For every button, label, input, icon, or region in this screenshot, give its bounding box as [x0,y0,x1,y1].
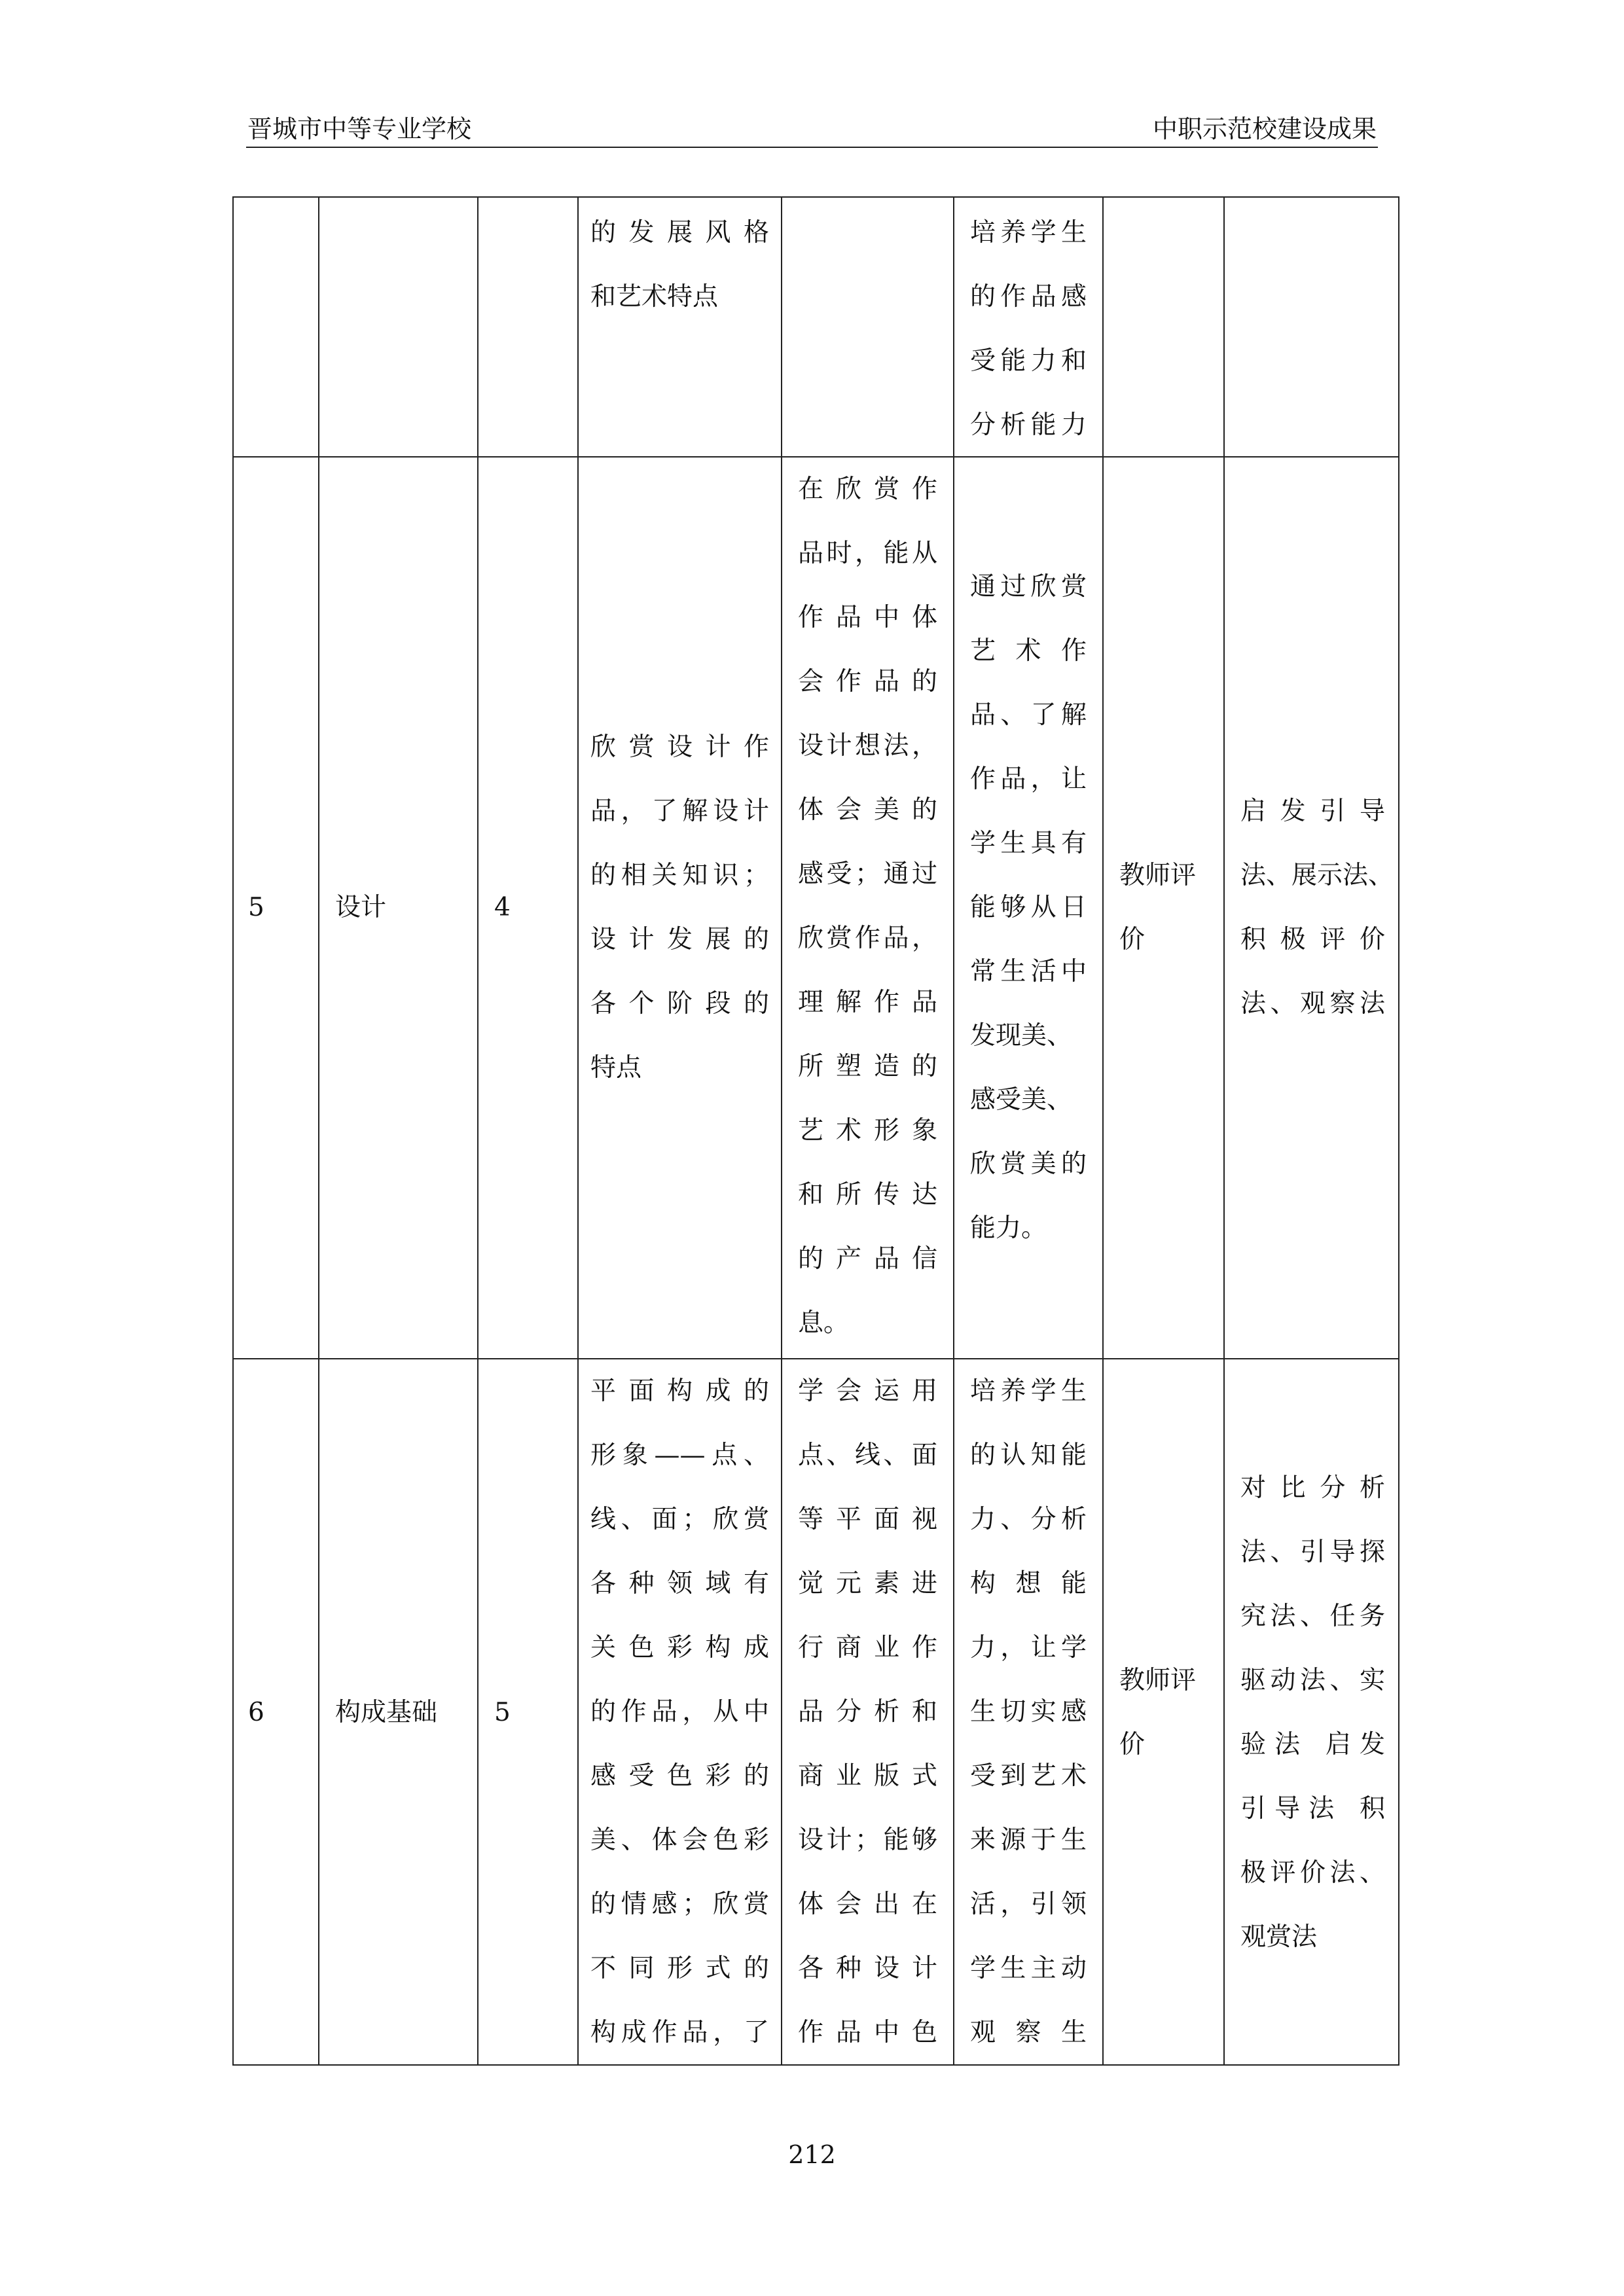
cell-line: 形象——点、 [590,1441,769,1470]
cell-line: 平面构成的 [590,1376,769,1406]
cell-line: 构成作品，了 [590,2018,769,2047]
cell-line: 各种领域有 [590,1569,769,1598]
course-table [232,196,1399,2066]
requirement-cell [782,1359,953,2066]
cell-line: 体会美的 [798,795,937,825]
cell-line: 作品中体 [798,603,937,632]
cell-line: 欣赏美的 [970,1149,1087,1179]
cell-line: 教师评 [1119,861,1197,890]
cell-line: 价 [1119,1729,1146,1759]
cell-line: 行商业作 [798,1633,937,1662]
cell-line: 设计想法， [798,731,937,761]
content-cell [579,1359,781,2066]
cell-line: 受到艺术 [970,1761,1087,1791]
page-number: 212 [788,2140,836,2169]
cell-line: 能力。 [970,1213,1047,1243]
row-number: 5 [248,893,264,922]
cell-line: 活，引领 [970,1890,1087,1919]
cell-line: 来源于生 [970,1825,1087,1855]
cell-line: 感受色彩的 [590,1761,769,1791]
cell-line: 能够从日 [970,893,1087,922]
row-number: 6 [248,1697,264,1727]
cell-line: 常生活中 [970,957,1087,986]
cell-line: 所塑造的 [798,1052,937,1081]
cell-line: 极评价法、 [1240,1857,1385,1888]
cell-line: 观赏法 [1240,1922,1318,1952]
cell-line: 对比分析 [1240,1473,1385,1503]
row-number-cell [234,457,318,1358]
cell-line: 品分析和 [798,1697,937,1727]
header-school-name: 晋城市中等专业学校 [247,115,472,143]
hours-value: 5 [494,1697,511,1727]
cell-line: 和所传达 [798,1180,937,1210]
method-cell [1225,457,1401,1358]
cell-line: 观察生 [970,2018,1087,2047]
cell-line: 通过欣赏 [970,572,1087,601]
cell-line: 理解作品 [798,988,937,1017]
hours-value: 4 [494,893,511,922]
cell-line: 欣赏设计作 [590,732,769,762]
cell-line: 作品，让 [970,764,1087,794]
cell-line: 教师评 [1119,1665,1197,1695]
cell-line: 法、引导探 [1240,1537,1385,1567]
content-cell [579,198,781,329]
cell-line: 的产品信 [798,1244,937,1274]
cell-line: 驱动法、实 [1240,1665,1385,1695]
evaluation-cell [1104,1359,1223,2066]
header-project-title: 中职示范校建设成果 [1152,115,1377,143]
cell-line: 生切实感 [970,1697,1087,1727]
cell-line: 特点 [590,1053,642,1083]
method-cell [1225,1359,1401,2066]
cell-line: 的认知能 [970,1441,1087,1470]
page-header [246,110,1378,148]
cell-line: 验法 启发 [1240,1729,1385,1759]
evaluation-cell [1104,457,1223,1358]
cell-line: 价 [1119,925,1146,954]
topic-name: 设计 [335,893,387,922]
cell-line: 和艺术特点 [590,282,719,312]
cell-line: 力、分析 [970,1505,1087,1534]
cell-line: 培养学生 [970,1376,1087,1406]
cell-line: 构想能 [970,1569,1087,1598]
cell-line: 等平面视 [798,1505,937,1534]
cell-line: 法、观察法 [1240,989,1385,1018]
cell-line: 艺术作 [970,636,1087,666]
cell-line: 在欣赏作 [798,475,937,504]
cell-line: 品时，能从 [798,539,937,568]
cell-line: 品，了解设计 [590,797,769,826]
cell-line: 关色彩构成 [590,1633,769,1662]
topic-name: 构成基础 [335,1697,438,1727]
cell-line: 分析能力 [970,410,1087,440]
goal-cell [954,198,1102,457]
cell-line: 会作品的 [798,667,937,696]
cell-line: 力，让学 [970,1633,1087,1662]
cell-line: 作品中色 [798,2018,937,2047]
cell-line: 发现美、 [970,1021,1073,1050]
cell-line: 艺术形象 [798,1116,937,1145]
cell-line: 积极评价 [1240,925,1385,954]
cell-line: 品、了解 [970,700,1087,730]
cell-line: 学生主动 [970,1954,1087,1983]
cell-line: 感受美、 [970,1085,1073,1115]
cell-line: 欣赏作品， [798,924,937,953]
cell-line: 启发引导 [1240,797,1385,826]
cell-line: 设计；能够 [798,1825,937,1855]
cell-line: 各个阶段的 [590,989,769,1018]
cell-line: 受能力和 [970,346,1087,376]
topic-cell [319,1359,477,2066]
cell-line: 美、体会色彩 [590,1825,769,1855]
cell-line: 培养学生 [970,218,1087,247]
cell-line: 的作品感 [970,282,1087,312]
hours-cell [478,1359,577,2066]
row-number-cell [234,1359,318,2066]
cell-line: 的情感；欣赏 [590,1890,769,1919]
cell-line: 商业版式 [798,1761,937,1791]
cell-line: 线、面；欣赏 [590,1505,769,1534]
cell-line: 各种设计 [798,1954,937,1983]
cell-line: 感受；通过 [798,859,937,889]
cell-line: 点、线、面 [798,1441,937,1470]
cell-line: 法、展示法、 [1240,861,1394,890]
cell-line: 的相关知识； [590,861,769,890]
cell-line: 息。 [798,1308,850,1338]
content-cell [579,457,781,1358]
topic-cell [319,457,477,1358]
requirement-cell [782,457,953,1358]
goal-cell [954,457,1102,1358]
cell-line: 引导法 积 [1240,1793,1385,1823]
cell-line: 体会出在 [798,1890,937,1919]
cell-line: 学生具有 [970,829,1087,858]
cell-line: 的发展风格 [590,218,769,247]
cell-line: 究法、任务 [1240,1601,1385,1631]
goal-cell [954,1359,1102,2066]
cell-line: 不同形式的 [590,1954,769,1983]
hours-cell [478,457,577,1358]
cell-line: 设计发展的 [590,925,769,954]
cell-line: 的作品，从中 [590,1697,769,1727]
cell-line: 学会运用 [798,1376,937,1406]
cell-line: 觉元素进 [798,1569,937,1598]
